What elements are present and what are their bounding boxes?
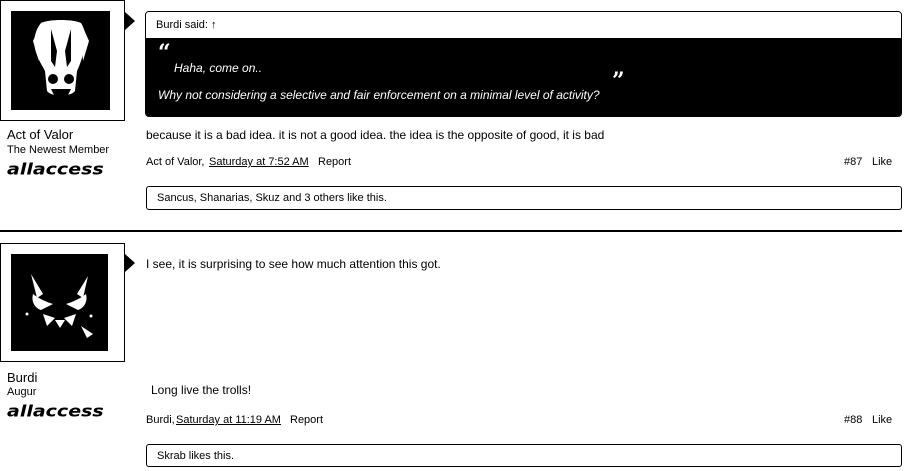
message-text: Long live the trolls! <box>151 383 252 397</box>
like-link[interactable]: Like <box>872 414 893 426</box>
quote-line: Haha, come on.. <box>174 61 263 75</box>
quote-author-label[interactable]: Burdi said: ↑ <box>156 19 217 31</box>
message-text: I see, it is surprising to see how much attention this got. <box>146 257 441 271</box>
username[interactable]: Act of Valor <box>7 127 74 142</box>
like-link[interactable]: Like <box>872 156 893 168</box>
quote-author <box>146 12 901 38</box>
likes-text[interactable]: Skrab likes this. <box>157 449 235 462</box>
quote-line: Why not considering a selective and fair enforcement on a minimal level of activity? <box>158 88 600 102</box>
report-link[interactable]: Report <box>290 414 324 426</box>
quote-content <box>146 38 901 117</box>
user-title: The Newest Member <box>7 144 110 156</box>
avatar-act-of-valor[interactable] <box>0 0 125 121</box>
avatar-pointer-icon <box>125 254 135 272</box>
post-date-link[interactable]: Saturday at 7:52 AM <box>209 156 309 168</box>
post-divider <box>0 230 902 232</box>
skull-avatar-icon <box>11 11 110 110</box>
close-quote-icon: ” <box>612 68 625 94</box>
post-number-link[interactable]: #87 <box>844 156 863 168</box>
post-number-link[interactable]: #88 <box>844 414 863 426</box>
avatar-pointer-icon <box>125 12 135 30</box>
likes-summary <box>146 186 902 210</box>
likes-summary <box>146 444 902 467</box>
user-banner: allaccess <box>7 160 104 179</box>
post-author-link[interactable]: Burdi, <box>146 414 175 426</box>
user-title: Augur <box>7 386 37 398</box>
quote-block <box>145 11 902 117</box>
report-link[interactable]: Report <box>318 156 352 168</box>
likes-text[interactable]: Sancus, Shanarias, Skuz and 3 others like this. <box>157 192 387 204</box>
open-quote-icon: “ <box>158 40 171 66</box>
avatar-burdi[interactable] <box>0 243 125 362</box>
message-text: because it is a bad idea. it is not a good idea. the idea is the opposite of good, it is bad <box>146 128 605 142</box>
post-date-link[interactable]: Saturday at 11:19 AM <box>176 414 281 426</box>
username[interactable]: Burdi <box>7 370 38 385</box>
user-banner: allaccess <box>7 402 104 421</box>
post-author-link[interactable]: Act of Valor, <box>146 156 205 168</box>
cat-avatar-icon <box>11 254 108 351</box>
